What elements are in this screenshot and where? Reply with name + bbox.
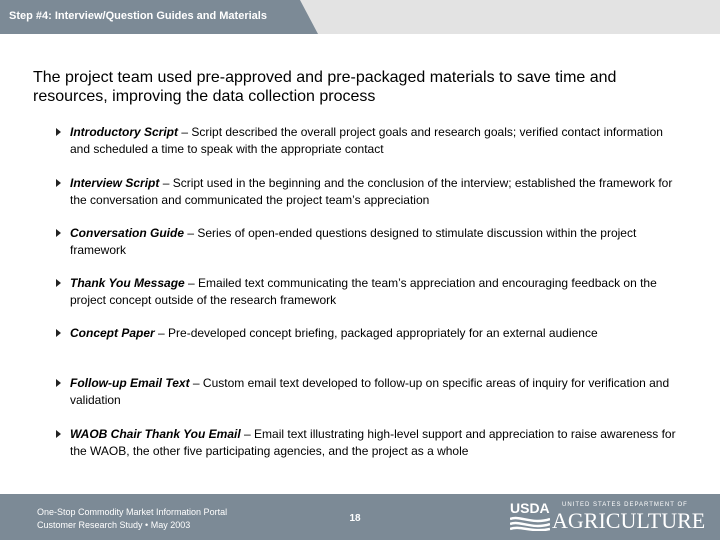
item-description: – Series of open-ended questions designed to stimulate discussion within the project framework <box>70 226 637 257</box>
list-item <box>56 225 686 259</box>
triangle-right-icon <box>56 279 61 287</box>
triangle-right-icon <box>56 179 61 187</box>
list-item <box>56 426 686 460</box>
item-description: – Email text illustrating high-level support and appreciation to raise awareness for the WAOB, the other five participating agencies, and the project as a whole <box>70 427 676 458</box>
usda-abbreviation: USDA <box>510 500 550 516</box>
item-term: Introductory Script <box>70 125 179 139</box>
usda-logo-icon <box>510 500 715 534</box>
list-item <box>56 375 686 409</box>
item-term: Follow-up Email Text <box>70 376 190 390</box>
slide-title: Step #4: Interview/Question Guides and Materials <box>9 10 267 22</box>
page-number: 18 <box>349 513 361 524</box>
list-item <box>56 175 686 209</box>
list-item <box>56 275 686 309</box>
usda-department-label: UNITED STATES DEPARTMENT OF <box>562 502 688 508</box>
triangle-right-icon <box>56 379 61 387</box>
item-term: Concept Paper <box>70 326 155 340</box>
footer-line-1: One-Stop Commodity Market Information Portal <box>37 507 228 517</box>
triangle-right-icon <box>56 430 61 438</box>
footer-line-2: Customer Research Study • May 2003 <box>37 520 191 530</box>
triangle-right-icon <box>56 329 61 337</box>
item-term: Interview Script <box>70 176 160 190</box>
item-description: – Custom email text developed to follow-up on specific areas of inquiry for verification and validation <box>70 376 670 407</box>
usda-agriculture-label: AGRICULTURE <box>552 508 706 533</box>
item-term: Conversation Guide <box>70 226 185 240</box>
item-description: – Script described the overall project goals and research goals; verified contact information and scheduled a time to speak with the appropriate contact <box>70 125 663 156</box>
headline: The project team used pre-approved and pre-packaged materials to save time and resources, improving the data collection process <box>33 69 617 105</box>
list-item <box>56 124 686 158</box>
triangle-right-icon <box>56 229 61 237</box>
footer-bar <box>0 494 720 540</box>
item-description: – Pre-developed concept briefing, packaged appropriately for an external audience <box>154 326 598 340</box>
item-term: Thank You Message <box>70 276 185 290</box>
item-description: – Emailed text communicating the team’s appreciation and encouraging feedback on the project concept outside of the research framework <box>70 276 657 307</box>
footer-caption <box>37 506 227 532</box>
item-description: – Script used in the beginning and the conclusion of the interview; established the framework for the conversation and communicated the project team’s appreciation <box>70 176 673 207</box>
triangle-right-icon <box>56 128 61 136</box>
usda-hills-icon <box>510 515 550 531</box>
list-item <box>56 325 686 342</box>
item-term: WAOB Chair Thank You Email <box>70 427 241 441</box>
